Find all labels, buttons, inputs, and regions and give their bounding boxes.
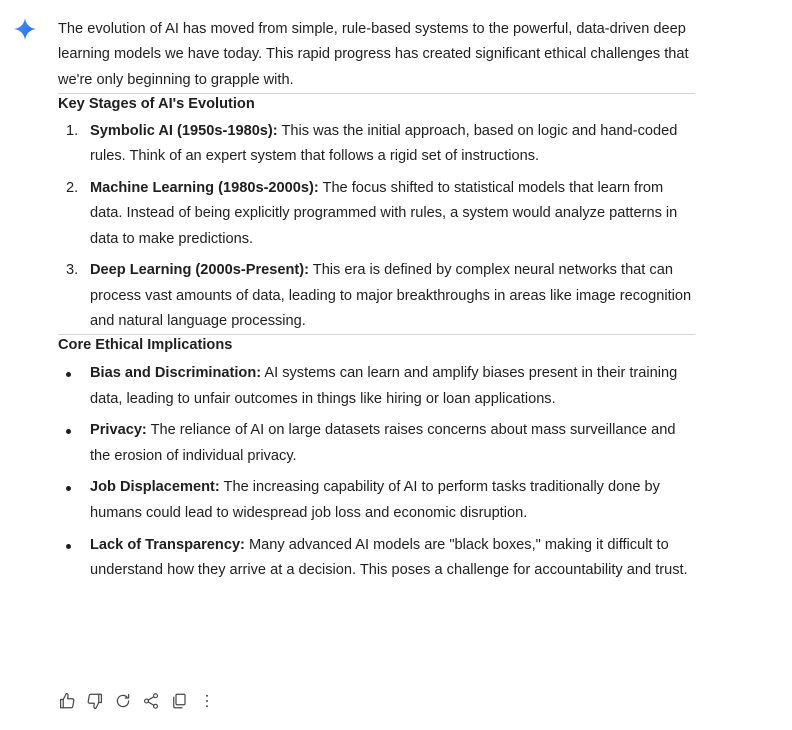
thumbs-up-icon [58,692,76,710]
bad-response-button[interactable] [85,691,105,711]
copy-icon [170,692,188,710]
gemini-spark-icon [13,17,37,41]
bullet-icon [66,486,71,491]
item-term: Bias and Discrimination: [90,365,262,382]
item-text: The reliance of AI on large datasets raises concerns about mass surveillance and the erosion of individual privacy. [90,422,676,464]
item-term: Job Displacement: [90,479,220,496]
ethics-heading: Core Ethical Implications [58,337,233,354]
thumbs-down-icon [86,692,104,710]
list-item [58,258,698,334]
item-text: This was the initial approach, based on logic and hand-coded rules. Think of an expert system that follows a rigid set of instructions. [90,122,678,165]
stages-list [58,119,698,334]
regenerate-icon [114,692,132,710]
item-text: The increasing capability of AI to perform tasks traditionally done by humans could lead to widespread job loss and economic disruption. [90,479,660,521]
list-item [58,533,698,584]
response-actions [57,690,225,712]
good-response-button[interactable] [57,691,77,711]
list-item [58,361,698,412]
bullet-icon [66,372,71,377]
list-number: 1. [66,122,79,139]
share-icon [142,692,160,710]
item-term: Deep Learning (2000s-Present): [90,262,309,279]
item-text: Many advanced AI models are "black boxes," making it difficult to understand how they arrive at a decision. This poses a challenge for accountability and trust. [90,536,688,578]
more-options-button[interactable] [197,691,217,711]
response-content [58,17,698,583]
list-number: 3. [66,262,79,279]
item-term: Lack of Transparency: [90,536,245,553]
stages-heading: Key Stages of AI's Evolution [58,95,255,112]
list-number: 2. [66,179,79,196]
item-term: Symbolic AI (1950s-1980s): [90,122,278,139]
item-term: Privacy: [90,422,147,439]
item-text: AI systems can learn and amplify biases present in their training data, leading to unfair outcomes in things like hiring or loan applications. [90,365,678,407]
list-item [58,418,698,469]
list-item [58,119,698,170]
bullet-icon [66,544,71,549]
item-text: This era is defined by complex neural networks that can process vast amounts of data, leading to major breakthroughs in areas like image recognition and natural language processing. [90,262,692,329]
ethics-list [58,361,698,583]
regenerate-button[interactable] [113,691,133,711]
item-text: The focus shifted to statistical models that learn from data. Instead of being explicitly programmed with rules, a system would analyze patterns in data to make predictions. [90,179,678,247]
item-term: Machine Learning (1980s-2000s): [90,179,319,196]
intro-paragraph: The evolution of AI has moved from simple, rule-based systems to the powerful, data-driven deep learning models we have today. This rapid progress has created significant ethical challenges that we're only beginning to grapple with. [58,21,689,88]
copy-button[interactable] [169,691,189,711]
share-button[interactable] [141,691,161,711]
more-options-icon [198,692,216,710]
list-item [58,475,698,526]
list-item [58,176,698,252]
bullet-icon [66,429,71,434]
